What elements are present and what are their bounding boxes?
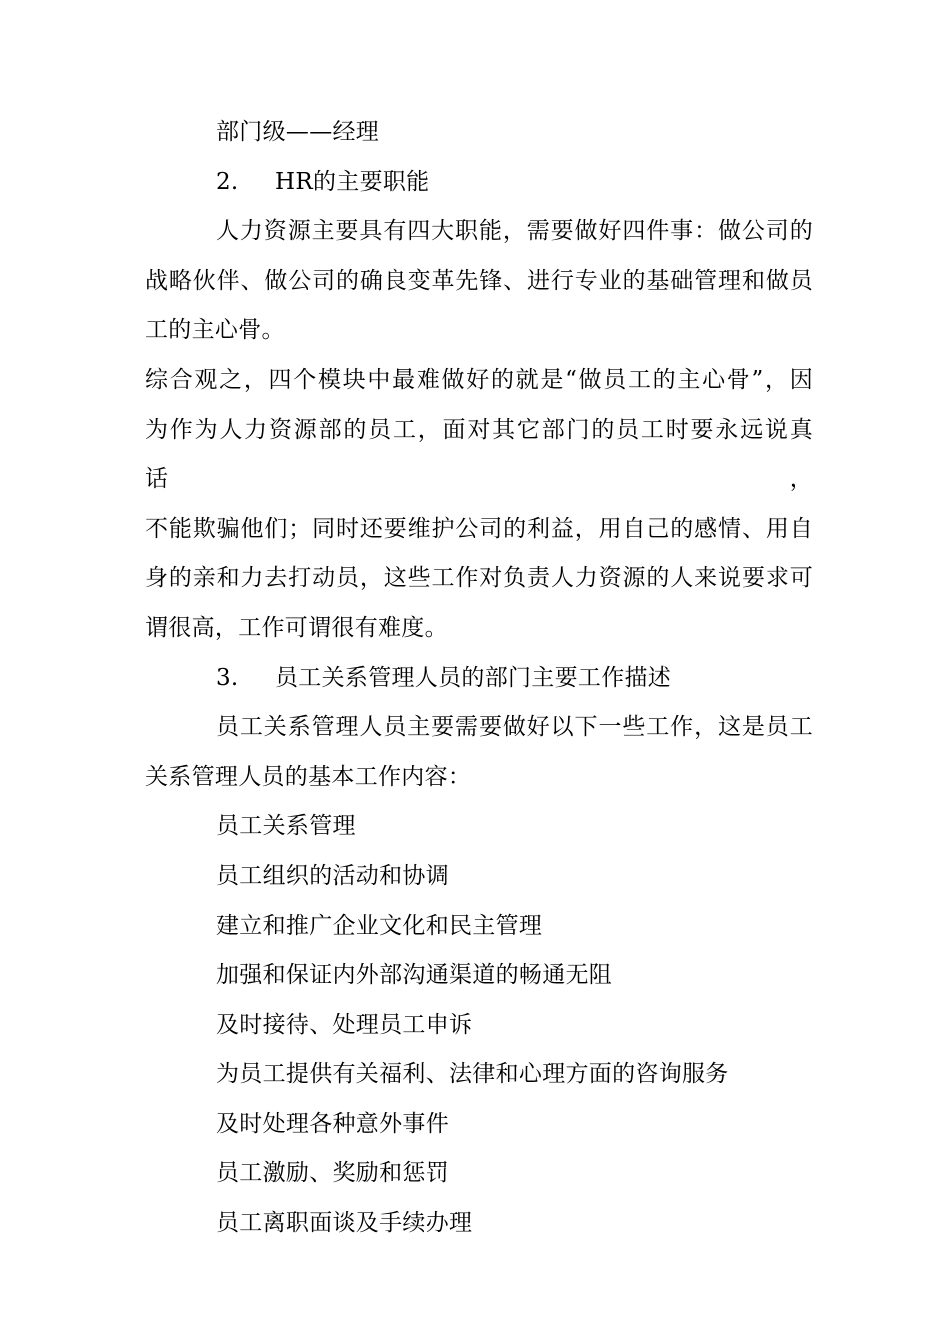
functions-paragraph-line: 工的主心骨。 [145,317,285,344]
duty-item: 员工组织的活动和协调 [216,862,449,889]
summary-paragraph-line: 身的亲和力去打动员，这些工作对负责人力资源的人来说要求可 [145,565,813,592]
intro-paragraph-line: 关系管理人员的基本工作内容： [145,763,472,790]
duty-item: 员工离职面谈及手续办理 [216,1210,473,1237]
duty-item: 员工激励、奖励和惩罚 [216,1160,449,1187]
section-2-number: 2. [216,168,239,195]
summary-paragraph-line: 为作为人力资源部的员工，面对其它部门的员工时要永远说真话， [145,416,813,493]
duty-item: 为员工提供有关福利、法律和心理方面的咨询服务 [216,1061,729,1088]
duty-item: 及时接待、处理员工申诉 [216,1011,473,1038]
dept-level-line: 部门级——经理 [216,119,380,145]
section-3-title: 员工关系管理人员的部门主要工作描述 [275,664,672,691]
summary-paragraph-line: 谓很高，工作可谓很有难度。 [145,614,448,641]
duty-item: 员工关系管理 [216,813,356,840]
section-2-heading [145,158,813,208]
section-3-number: 3. [216,664,239,691]
summary-paragraph-line: 不能欺骗他们；同时还要维护公司的利益，用自己的感情、用自 [145,515,813,542]
functions-paragraph-line: 人力资源主要具有四大职能，需要做好四件事：做公司的 [216,218,813,245]
functions-paragraph-line: 战略伙伴、做公司的确良变革先锋、进行专业的基础管理和做员 [145,267,813,294]
duty-item: 建立和推广企业文化和民主管理 [216,912,543,939]
intro-paragraph-line: 员工关系管理人员主要需要做好以下一些工作，这是员工 [216,714,813,741]
section-2-title: HR的主要职能 [275,168,430,195]
section-3-heading [145,654,813,704]
document-body [145,108,813,1249]
duty-item: 加强和保证内外部沟通渠道的畅通无阻 [216,962,613,989]
duty-item: 及时处理各种意外事件 [216,1110,449,1137]
summary-paragraph-line: 综合观之，四个模块中最难做好的就是“做员工的主心骨”，因 [145,366,813,393]
